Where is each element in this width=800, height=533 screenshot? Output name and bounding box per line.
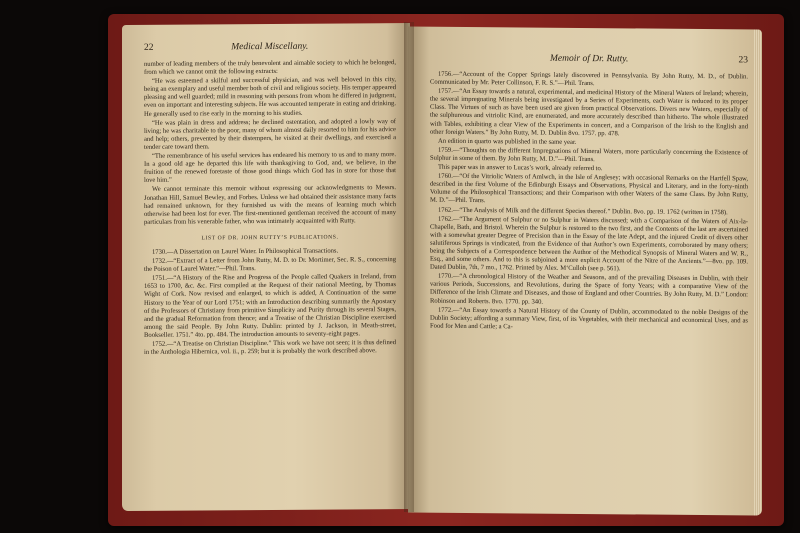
publication-note: An edition in quarto was published in the same year. [438, 137, 577, 146]
left-paragraph: We cannot terminate this memoir without expressing our acknowledgments to Messrs. Jonathan Hill, Samuel Bewley, and Forbes. Unless we had obtained their assistance many facts had remained unknown, for they furnished us with the means of learning much which otherwise had been lost for ever. The first-mentioned gentleman received the account of many particulars from his venerable father, who was intimately acquainted with Rutty. [144, 184, 396, 226]
left-running-head: Medical Miscellany. [231, 41, 309, 53]
right-running-head: Memoir of Dr. Rutty. [550, 53, 629, 65]
publication-entry: 1756.—“Account of the Copper Springs lately discovered in Pennsylvania. By John Rutty, M. D., of Dublin. Communicated by Mr. Peter Collinson, F. R. S.”—Phil. Trans. [430, 70, 748, 88]
publication-entry: 1762.—“The Argument of Sulphur or no Sulphur in Waters discussed; with a Comparison of the Waters of Aix-la-Chapelle, Bath, and Bristol. Wherein the Sulphur is restored to the two first, and the Contents of the last are ascertained with a somewhat greater Degree of Precision than in the Essay of the late Adept, and the injured Credit of divers other salutiferous Springs is vindicated, from the Evidence of that Author’s own Experiments, corroborated by many others; being the Subjects of a Correspondence between the Author of the Methodical Synopsis of Mineral Waters and W. R., Esq., and some others. And to this is subjoined a more explicit Account of the Nitre of the Ancients.”—8vo. pp. 109. Dated Dublin, 7th, 7 mo., 1762. Printed by Alex. M‘Culloh (see p. 561). [430, 215, 748, 273]
right-page-header [430, 53, 748, 66]
left-paragraph: “He was esteemed a skilful and successful physician, and was well beloved in this city, being an exemplary and useful member both of civil and religious society. His temper appeared pleasing and well guarded; mild in reasoning with persons from whom he differed in judgment, even on important and interesting subjects. He was accounted temperate in eating and drinking. He generally used to rise early in the morning to his studies. [144, 76, 396, 118]
publication-entry: 1732.—“Extract of a Letter from John Rutty, M. D. to Dr. Mortimer, Sec. R. S., concerning the Poison of Laurel Water.”—Phil. Trans. [144, 256, 396, 274]
publication-entry: 1751.—“A History of the Rise and Progress of the People called Quakers in Ireland, from 1653 to 1700, &c. &c. First compiled at the Request of their national Meeting, by Thomas Wight of Cork. Now revised and enlarged, to which is added, A Continuation of the same History to the Year of our Lord 1751; with an Introduction describing summarily the Apostacy of the Professors of Christiany from primitive Simplicity and Purity through its several Stages, and the gradual Reformation from thence; and a Treatise of the Christian Discipline exercised among the said People. By John Rutty. Dublin: printed by J. Jackson, in Meath-street, Bookseller. 1751.” 4to. pp. 484. The introduction amounts to seventy-eight pages. [144, 273, 396, 339]
publication-entry: 1770.—“A chronological History of the Weather and Seasons, and of the prevailing Diseases in Dublin, with their various Periods, Successions, and Revolutions, during the Space of forty Years; with a comparative View of the Difference of the Irish Climate and Diseases, and those of England and other Countries. By John Rutty, M. D.” London: Robinson and Roberts. 8vo. 1770. pp. 340. [430, 272, 748, 306]
right-page-body [430, 71, 748, 334]
left-page [122, 23, 410, 511]
book-gutter [404, 22, 414, 512]
publication-entry: 1772.—“An Essay towards a Natural History of the County of Dublin, accommodated to the noble Designs of the Dublin Society; affording a summary View, first, of its Vegetables, with their mechanical and economical Uses, and as Food for Men and Cattle; a Ca- [430, 306, 748, 331]
left-paragraph: “He was plain in dress and address; he declined ostentation, and adopted a lowly way of living; he was charitable to the poor, many of whom almost daily resorted to him for his advice and help; others, prevented by their distempers, he visited at their dwellings, and exercised a tender care toward them. [144, 117, 396, 151]
left-page-body [144, 59, 396, 357]
publication-entry: 1760.—“Of the Vitriolic Waters of Amlwch, in the Isle of Anglesey; with occasional Remarks on the Hartfell Spaw, described in the first Volume of the Edinburgh Essays and Observations, Physical and Literary, and in the forty-ninth Volume of the Philosophical Transactions; and their Comparison with other Waters of the same Class. By John Rutty, M. D.”—Phil. Trans. [430, 172, 748, 205]
right-page [408, 26, 762, 515]
page-edges [754, 29, 762, 515]
left-paragraph: number of leading members of the truly benevolent and aimable society to which he belonged, from which we cannot omit the following extracts: [144, 59, 396, 76]
publications-list-heading: LIST OF DR. JOHN RUTTY’S PUBLICATIONS. [201, 234, 339, 242]
right-page-number: 23 [738, 55, 748, 66]
left-page-number: 22 [144, 42, 154, 53]
publication-entry: 1759.—“Thoughts on the different Impregnations of Mineral Waters, more particularly concerning the Existence of Sulphur in some of them. By John Rutty, M. D.”—Phil. Trans. [430, 146, 748, 164]
left-paragraph: “The remembrance of his useful services has endeared his memory to us and to many more. In a good old age he departed this life with thanksgiving to God, and, we believe, in the fruition of the renewed foretaste of those good things which God has in store for those that love him.” [144, 151, 396, 185]
left-page-header [144, 41, 396, 53]
publication-entry: 1762.—“The Analysis of Milk and the different Species thereof.” Dublin. 8vo. pp. 19. 1762 (written in 1758). [438, 206, 728, 216]
publication-note: This paper was in answer to Lucas’s work, already referred to. [438, 163, 603, 173]
publication-entry: 1730.—A Dissertation on Laurel Water. In Philosophical Transactions. [152, 247, 339, 256]
publication-entry: 1752.—“A Treatise on Christian Discipline.” This work we have not seen; it is thus defined in the Anthologia Hibernica, vol. ii., p. 259; but it is probably the work described above. [144, 339, 396, 356]
publication-entry: 1757.—“An Essay towards a natural, experimental, and medicinal History of the Mineral Waters of Ireland; wherein, the several impregnating Minerals being investigated by a Series of Experiments, each Water is reduced to its proper Class. The Virtues of such as have been used are given from practical Observations. Divers new Waters, especially of the sulphureous and vitriolic Kind, are enumerated, and more accurately described than hitherto. The whole illustrated with Tables, exhibiting a clear View of the Experiments in concert, and a Comparison of the Irish to the English and other foreign Waters.” By John Rutty, M. D. Dublin 8vo. 1757. pp. 478. [430, 87, 748, 137]
